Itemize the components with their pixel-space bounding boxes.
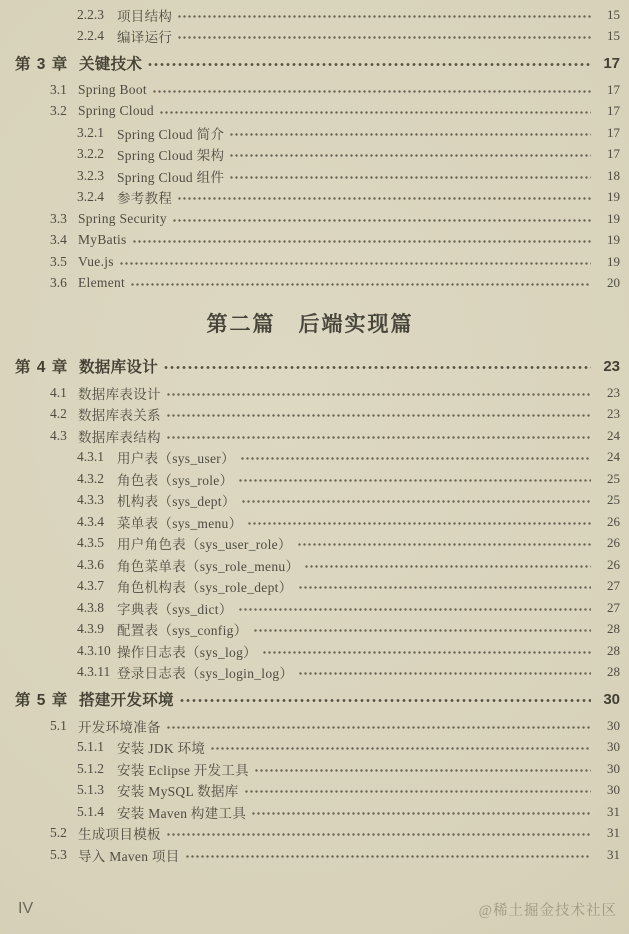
entry-page-number: 26 (607, 535, 620, 551)
entry-number: 5.1.1 (77, 739, 104, 755)
entry-title: 安装 Maven 构建工具 (117, 805, 247, 821)
entry-title: 关键技术 (79, 56, 143, 73)
dot-leader (159, 106, 591, 119)
toc-entry (0, 230, 620, 252)
toc-entry (0, 26, 620, 48)
dot-leader (179, 694, 591, 707)
entry-number: 4.3.4 (77, 513, 104, 529)
dot-leader (166, 721, 591, 734)
entry-page-number: 27 (607, 599, 620, 615)
toc-entry (0, 50, 620, 76)
entry-number: 5.1.4 (77, 803, 104, 819)
entry-page-number: 15 (607, 6, 620, 22)
entry-page-number: 31 (607, 803, 620, 819)
entry-title: 登录日志表（sys_login_log） (117, 666, 294, 682)
entry-page-number: 17 (607, 81, 620, 97)
toc-entry (0, 597, 620, 619)
toc-entry (0, 101, 620, 123)
entry-title: Vue.js (78, 253, 114, 269)
page-footer (0, 898, 629, 920)
entry-title: 开发环境准备 (78, 719, 161, 735)
dot-leader (166, 409, 591, 422)
dot-leader (185, 850, 591, 863)
dot-leader (172, 214, 591, 227)
entry-page-number: 18 (607, 167, 620, 183)
entry-page-number: 25 (607, 470, 620, 486)
entry-title: Spring Cloud 简介 (117, 126, 225, 142)
dot-leader (247, 517, 591, 530)
entry-number: 第 5 章 (15, 692, 69, 709)
entry-title: 配置表（sys_config） (117, 623, 248, 639)
entry-number: 2.2.4 (77, 28, 104, 44)
entry-page-number: 27 (607, 578, 620, 594)
entry-page-number: 28 (607, 642, 620, 658)
dot-leader (177, 31, 591, 44)
entry-title: 角色表（sys_role） (117, 472, 234, 488)
entry-page-number: 28 (607, 664, 620, 680)
entry-page-number: 17 (603, 54, 620, 72)
entry-title: 参考教程 (117, 191, 173, 207)
entry-number: 第 4 章 (15, 359, 69, 376)
entry-page-number: 25 (607, 492, 620, 508)
entry-number: 3.1 (50, 81, 67, 97)
entry-number: 5.1.3 (77, 782, 104, 798)
entry-number: 4.3.1 (77, 449, 104, 465)
entry-number: 5.3 (50, 846, 67, 862)
entry-page-number: 30 (607, 760, 620, 776)
toc-entry (0, 801, 620, 823)
dot-leader (166, 828, 591, 841)
part-heading: 第二篇 后端实现篇 (206, 313, 414, 336)
entry-number: 5.2 (50, 825, 67, 841)
entry-title: Spring Cloud 组件 (117, 169, 225, 185)
entry-page-number: 23 (607, 384, 620, 400)
entry-number: 4.3.8 (77, 599, 104, 615)
entry-number: 4.3.9 (77, 621, 104, 637)
toc-entry (0, 4, 620, 26)
dot-leader (244, 785, 591, 798)
entry-number: 3.3 (50, 210, 67, 226)
entry-page-number: 24 (607, 449, 620, 465)
dot-leader (177, 10, 591, 23)
toc-entry (0, 273, 620, 295)
entry-title: 角色机构表（sys_role_dept） (117, 580, 293, 596)
entry-page-number: 19 (607, 210, 620, 226)
dot-leader (130, 278, 591, 291)
toc-entry (0, 737, 620, 759)
entry-title: Spring Cloud (78, 103, 154, 119)
entry-number: 5.1.2 (77, 760, 104, 776)
entry-title: MyBatis (78, 232, 127, 248)
entry-number: 3.2.2 (77, 146, 104, 162)
dot-leader (177, 192, 591, 205)
toc-entry (0, 144, 620, 166)
entry-title: 安装 MySQL 数据库 (117, 784, 239, 800)
entry-page-number: 17 (607, 124, 620, 140)
entry-title: 数据库表设计 (78, 386, 161, 402)
entry-page-number: 19 (607, 253, 620, 269)
toc-entry (0, 353, 620, 379)
entry-title: 数据库表关系 (78, 408, 161, 424)
entry-number: 4.3 (50, 427, 67, 443)
entry-number: 3.4 (50, 232, 67, 248)
toc-entry (0, 165, 620, 187)
dot-leader (152, 85, 591, 98)
entry-page-number: 30 (603, 690, 620, 708)
toc-entry (0, 511, 620, 533)
entry-page-number: 26 (607, 556, 620, 572)
toc-entry (0, 823, 620, 845)
entry-number: 3.6 (50, 275, 67, 291)
entry-page-number: 28 (607, 621, 620, 637)
toc-entry (0, 780, 620, 802)
dot-leader (229, 149, 591, 162)
dot-leader (304, 560, 591, 573)
entry-page-number: 15 (607, 28, 620, 44)
entry-title: 机构表（sys_dept） (117, 494, 236, 510)
folio-page-number: IV (18, 900, 34, 917)
toc-entry (0, 490, 620, 512)
watermark-text: @稀土掘金技术社区 (478, 902, 617, 919)
entry-page-number: 31 (607, 825, 620, 841)
entry-title: 用户角色表（sys_user_role） (117, 537, 292, 553)
toc-entry (0, 758, 620, 780)
entry-title: 角色菜单表（sys_role_menu） (117, 558, 300, 574)
entry-title: Spring Security (78, 210, 167, 226)
entry-number: 4.3.10 (77, 642, 111, 658)
entry-number: 4.3.5 (77, 535, 104, 551)
entry-title: 数据库设计 (79, 359, 159, 376)
dot-leader (166, 388, 591, 401)
entry-number: 3.2 (50, 103, 67, 119)
dot-leader (253, 624, 592, 637)
entry-page-number: 19 (607, 189, 620, 205)
entry-title: 搭建开发环境 (79, 692, 174, 709)
toc-entry (0, 662, 620, 684)
entry-number: 5.1 (50, 717, 67, 733)
entry-title: 项目结构 (117, 8, 173, 24)
entry-page-number: 26 (607, 513, 620, 529)
entry-number: 3.2.3 (77, 167, 104, 183)
entry-page-number: 17 (607, 103, 620, 119)
entry-page-number: 30 (607, 782, 620, 798)
entry-title: 字典表（sys_dict） (117, 601, 233, 617)
entry-number: 3.2.4 (77, 189, 104, 205)
entry-number: 4.3.7 (77, 578, 104, 594)
dot-leader (119, 257, 591, 270)
toc-entry (0, 208, 620, 230)
entry-number: 4.3.11 (77, 664, 111, 680)
entry-page-number: 30 (607, 717, 620, 733)
entry-number: 4.3.2 (77, 470, 104, 486)
entry-page-number: 23 (603, 357, 620, 375)
dot-leader (238, 603, 591, 616)
dot-leader (238, 474, 591, 487)
toc-entry (0, 404, 620, 426)
toc-entry (0, 122, 620, 144)
entry-title: 导入 Maven 项目 (78, 848, 180, 864)
entry-title: 安装 Eclipse 开发工具 (117, 762, 249, 778)
dot-leader (254, 764, 591, 777)
entry-title: 生成项目模板 (78, 827, 161, 843)
entry-number: 4.1 (50, 384, 67, 400)
entry-title: 菜单表（sys_menu） (117, 515, 243, 531)
entry-page-number: 17 (607, 146, 620, 162)
entry-number: 3.5 (50, 253, 67, 269)
dot-leader (210, 742, 591, 755)
entry-title: 安装 JDK 环境 (117, 741, 206, 757)
toc-list (0, 4, 629, 866)
toc-entry (0, 576, 620, 598)
toc-entry (0, 382, 620, 404)
toc-entry (0, 187, 620, 209)
entry-title: Spring Boot (78, 81, 147, 97)
toc-entry (0, 251, 620, 273)
toc-entry (0, 619, 620, 641)
dot-leader (241, 495, 591, 508)
toc-entry (0, 844, 620, 866)
entry-number: 4.3.6 (77, 556, 104, 572)
entry-page-number: 23 (607, 406, 620, 422)
entry-number: 2.2.3 (77, 6, 104, 22)
dot-leader (166, 431, 591, 444)
dot-leader (298, 581, 592, 594)
toc-entry (0, 425, 620, 447)
dot-leader (251, 807, 591, 820)
toc-entry (0, 447, 620, 469)
entry-title: Spring Cloud 架构 (117, 148, 225, 164)
entry-page-number: 24 (607, 427, 620, 443)
dot-leader (132, 235, 591, 248)
entry-title: 数据库表结构 (78, 429, 161, 445)
toc-entry (0, 533, 620, 555)
toc-entry (0, 554, 620, 576)
toc-entry (0, 640, 620, 662)
entry-page-number: 30 (607, 739, 620, 755)
entry-title: 编译运行 (117, 30, 173, 46)
toc-entry (0, 468, 620, 490)
entry-page-number: 19 (607, 232, 620, 248)
dot-leader (240, 452, 591, 465)
toc-entry (0, 686, 620, 712)
entry-number: 4.2 (50, 406, 67, 422)
dot-leader (163, 361, 591, 374)
dot-leader (229, 171, 591, 184)
dot-leader (262, 646, 591, 659)
entry-title: 操作日志表（sys_log） (117, 644, 257, 660)
dot-leader (297, 538, 591, 551)
entry-number: 3.2.1 (77, 124, 104, 140)
entry-title: Element (78, 275, 126, 291)
entry-number: 4.3.3 (77, 492, 104, 508)
entry-page-number: 20 (607, 275, 620, 291)
dot-leader (298, 667, 591, 680)
dot-leader (229, 128, 591, 141)
entry-number: 第 3 章 (15, 56, 69, 73)
entry-page-number: 31 (607, 846, 620, 862)
dot-leader (147, 58, 591, 71)
toc-entry (0, 79, 620, 101)
toc-entry (0, 715, 620, 737)
entry-title: 用户表（sys_user） (117, 451, 235, 467)
